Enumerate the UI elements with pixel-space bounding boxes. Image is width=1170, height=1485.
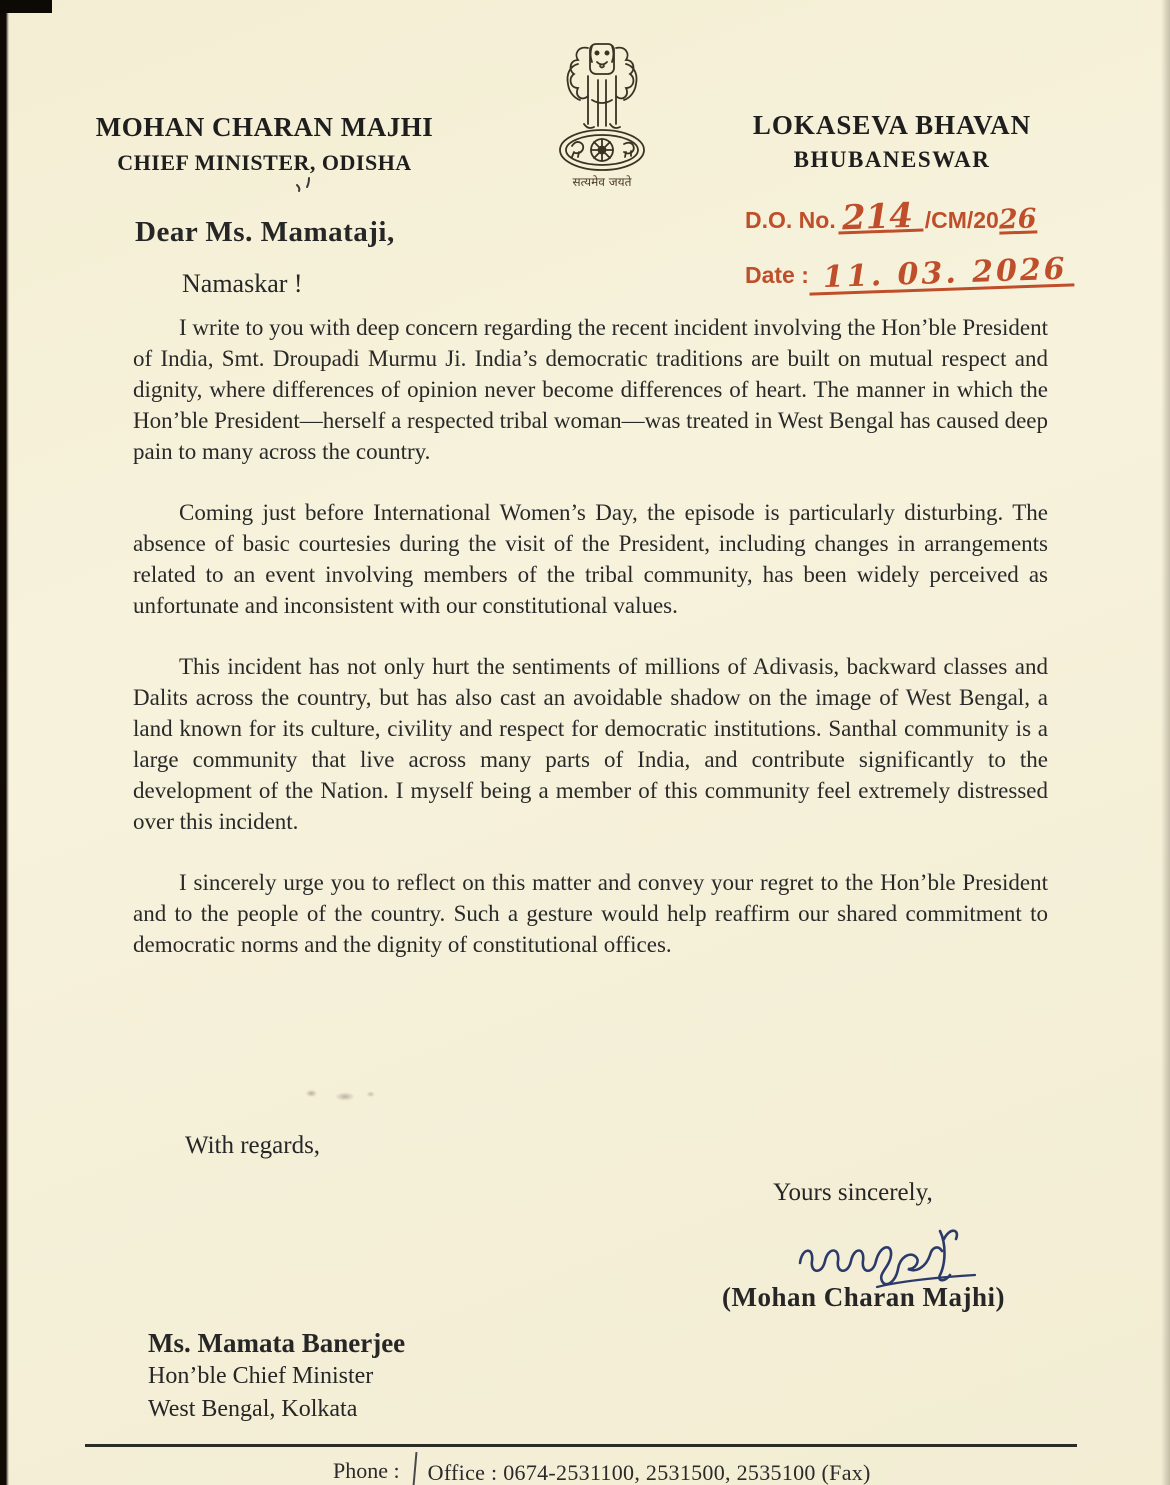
paragraph-1: I write to you with deep concern regarding the recent incident involving the Hon’ble President of India, Smt. Droupadi Murmu Ji. India’s democratic traditions are built on mutual respect and dignity, where differences of opinion never become differences of heart. The manner in which the Hon’ble President—herself a respected tribal woman—was treated in West Bengal has caused deep pain to many across the country. bbox=[133, 315, 1048, 464]
do-number-handwritten: 214 bbox=[837, 203, 923, 235]
sender-block bbox=[92, 112, 437, 176]
greeting: Namaskar ! bbox=[182, 269, 303, 298]
state-emblem-of-india-icon bbox=[540, 38, 664, 192]
scan-corner-patch bbox=[0, 0, 52, 13]
signoff: Yours sincerely, bbox=[773, 1179, 933, 1206]
office-city: BHUBANESWAR bbox=[793, 147, 991, 172]
date-handwritten: 11. 03. 2026 bbox=[808, 257, 1074, 295]
do-suffix-handwritten: 26 bbox=[998, 203, 1037, 236]
recipient-title: Hon’ble Chief Minister bbox=[148, 1363, 374, 1389]
pen-mark bbox=[293, 176, 317, 194]
scan-edge-right bbox=[1161, 0, 1170, 1485]
date-label: Date : bbox=[745, 262, 809, 288]
emblem-motto: सत्यमेव जयते bbox=[572, 175, 632, 189]
closing: With regards, bbox=[185, 1132, 321, 1159]
paragraph-4: I sincerely urge you to reflect on this matter and convey your regret to the Hon’ble President and to the people of the country. Such a gesture would help reaffirm our shared commitment to democratic norms and the dignity of constitutional offices. bbox=[133, 870, 1048, 957]
recipient-name: Ms. Mamata Banerjee bbox=[148, 1328, 406, 1358]
scan-edge-left bbox=[0, 0, 9, 1485]
recipient-block bbox=[148, 1326, 405, 1426]
do-printed-suffix: /CM/20 bbox=[924, 207, 999, 233]
footer-phone-line bbox=[333, 1452, 871, 1485]
phone-label: Phone : bbox=[333, 1458, 400, 1483]
phone-numbers: Office : 0674-2531100, 2531500, 2535100 (Fax) bbox=[427, 1460, 871, 1485]
signatory-name: (Mohan Charan Majhi) bbox=[722, 1282, 1006, 1312]
footer-separator-bar bbox=[412, 1452, 417, 1485]
do-number-line bbox=[745, 195, 1037, 239]
sender-title: CHIEF MINISTER, ODISHA bbox=[117, 150, 412, 175]
do-label: D.O. No. bbox=[745, 207, 836, 233]
letter-body bbox=[133, 312, 1048, 990]
paragraph-3: This incident has not only hurt the sentiments of millions of Adivasis, backward classes and Dalits across the country, but has also cast an avoidable shadow on the image of West Bengal, a land known for its culture, civility and respect for democratic institutions. Santhal community is a large community that live across many parts of India, and contribute significantly to the development of the Nation. I myself being a member of this community feel extremely distressed over this incident. bbox=[133, 654, 1048, 834]
ink-smudge bbox=[302, 1087, 380, 1103]
sender-name: MOHAN CHARAN MAJHI bbox=[95, 112, 434, 142]
office-block bbox=[742, 110, 1042, 173]
paragraph-2: Coming just before International Women’s Day, the episode is particularly disturbing. The absence of basic courtesies during the visit of the President, including changes in arrangements related to an event involving members of the tribal community, has been widely perceived as unfortunate and inconsistent with our constitutional values. bbox=[133, 500, 1048, 618]
footer-divider bbox=[85, 1444, 1077, 1447]
recipient-address: West Bengal, Kolkata bbox=[148, 1396, 358, 1422]
office-name: LOKASEVA BHAVAN bbox=[752, 110, 1032, 140]
date-line bbox=[745, 251, 1074, 296]
salutation: Dear Ms. Mamataji, bbox=[135, 216, 395, 248]
